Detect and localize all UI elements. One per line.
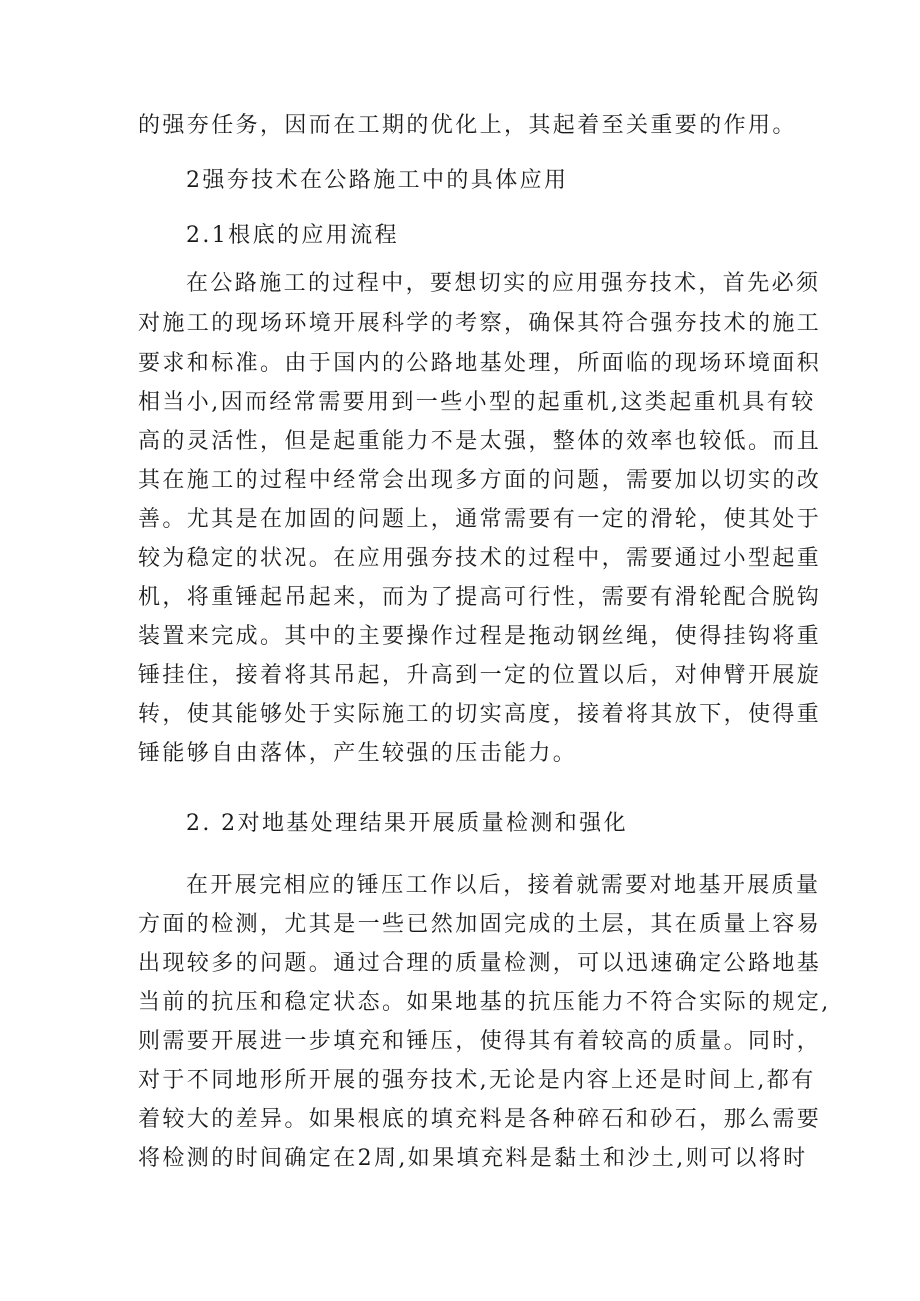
paragraph-line: 将检测的时间确定在2周,如果填充料是黏土和沙土,则可以将时 <box>138 1146 808 1171</box>
section-2-2-title: 2. 2对地基处理结果开展质量检测和强化 <box>186 811 628 836</box>
paragraph-line: 转，使其能够处于实际施工的切实高度，接着将其放下，使得重 <box>138 702 822 727</box>
paragraph-line: 在公路施工的过程中，要想切实的应用强夯技术，首先必须 <box>186 271 821 296</box>
paragraph-line: 要求和标准。由于国内的公路地基处理，所面临的现场环境面积 <box>138 351 822 376</box>
paragraph-line: 相当小,因而经常需要用到一些小型的起重机,这类起重机具有较 <box>138 390 816 415</box>
paragraph-line: 在开展完相应的锤压工作以后，接着就需要对地基开展质量 <box>186 873 821 898</box>
paragraph-line: 对于不同地形所开展的强夯技术,无论是内容上还是时间上,都有 <box>138 1068 816 1093</box>
paragraph-line: 装置来完成。其中的主要操作过程是拖动钢丝绳，使得挂钩将重 <box>138 624 822 649</box>
paragraph-line: 对施工的现场环境开展科学的考察，确保其符合强夯技术的施工 <box>138 311 822 336</box>
opening-line: 的强夯任务，因而在工期的优化上，其起着至关重要的作用。 <box>138 113 797 138</box>
paragraph-line: 当前的抗压和稳定状态。如果地基的抗压能力不符合实际的规定, <box>138 990 831 1015</box>
paragraph-line: 锤能够自由落体，产生较强的压击能力。 <box>138 741 578 766</box>
paragraph-line: 出现较多的问题。通过合理的质量检测，可以迅速确定公路地基 <box>138 951 822 976</box>
paragraph-line: 善。尤其是在加固的问题上，通常需要有一定的滑轮，使其处于 <box>138 507 822 532</box>
paragraph-line: 其在施工的过程中经常会出现多方面的问题，需要加以切实的改 <box>138 468 822 493</box>
section-2-title: 2强夯技术在公路施工中的具体应用 <box>186 168 569 193</box>
paragraph-line: 高的灵活性，但是起重能力不是太强，整体的效率也较低。而且 <box>138 429 822 454</box>
paragraph-line: 机，将重锤起吊起来，而为了提高可行性，需要有滑轮配合脱钩 <box>138 585 822 610</box>
paragraph-line: 方面的检测，尤其是一些已然加固完成的土层，其在质量上容易 <box>138 912 822 937</box>
section-2-1-title: 2.1根底的应用流程 <box>186 223 399 248</box>
paragraph-line: 则需要开展进一步填充和锤压，使得其有着较高的质量。同时， <box>138 1029 822 1054</box>
paragraph-line: 较为稳定的状况。在应用强夯技术的过程中，需要通过小型起重 <box>138 546 822 571</box>
paragraph-line: 着较大的差异。如果根底的填充料是各种碎石和砂石，那么需要 <box>138 1107 822 1132</box>
paragraph-line: 锤挂住，接着将其吊起，升高到一定的位置以后，对伸臂开展旋 <box>138 663 822 688</box>
